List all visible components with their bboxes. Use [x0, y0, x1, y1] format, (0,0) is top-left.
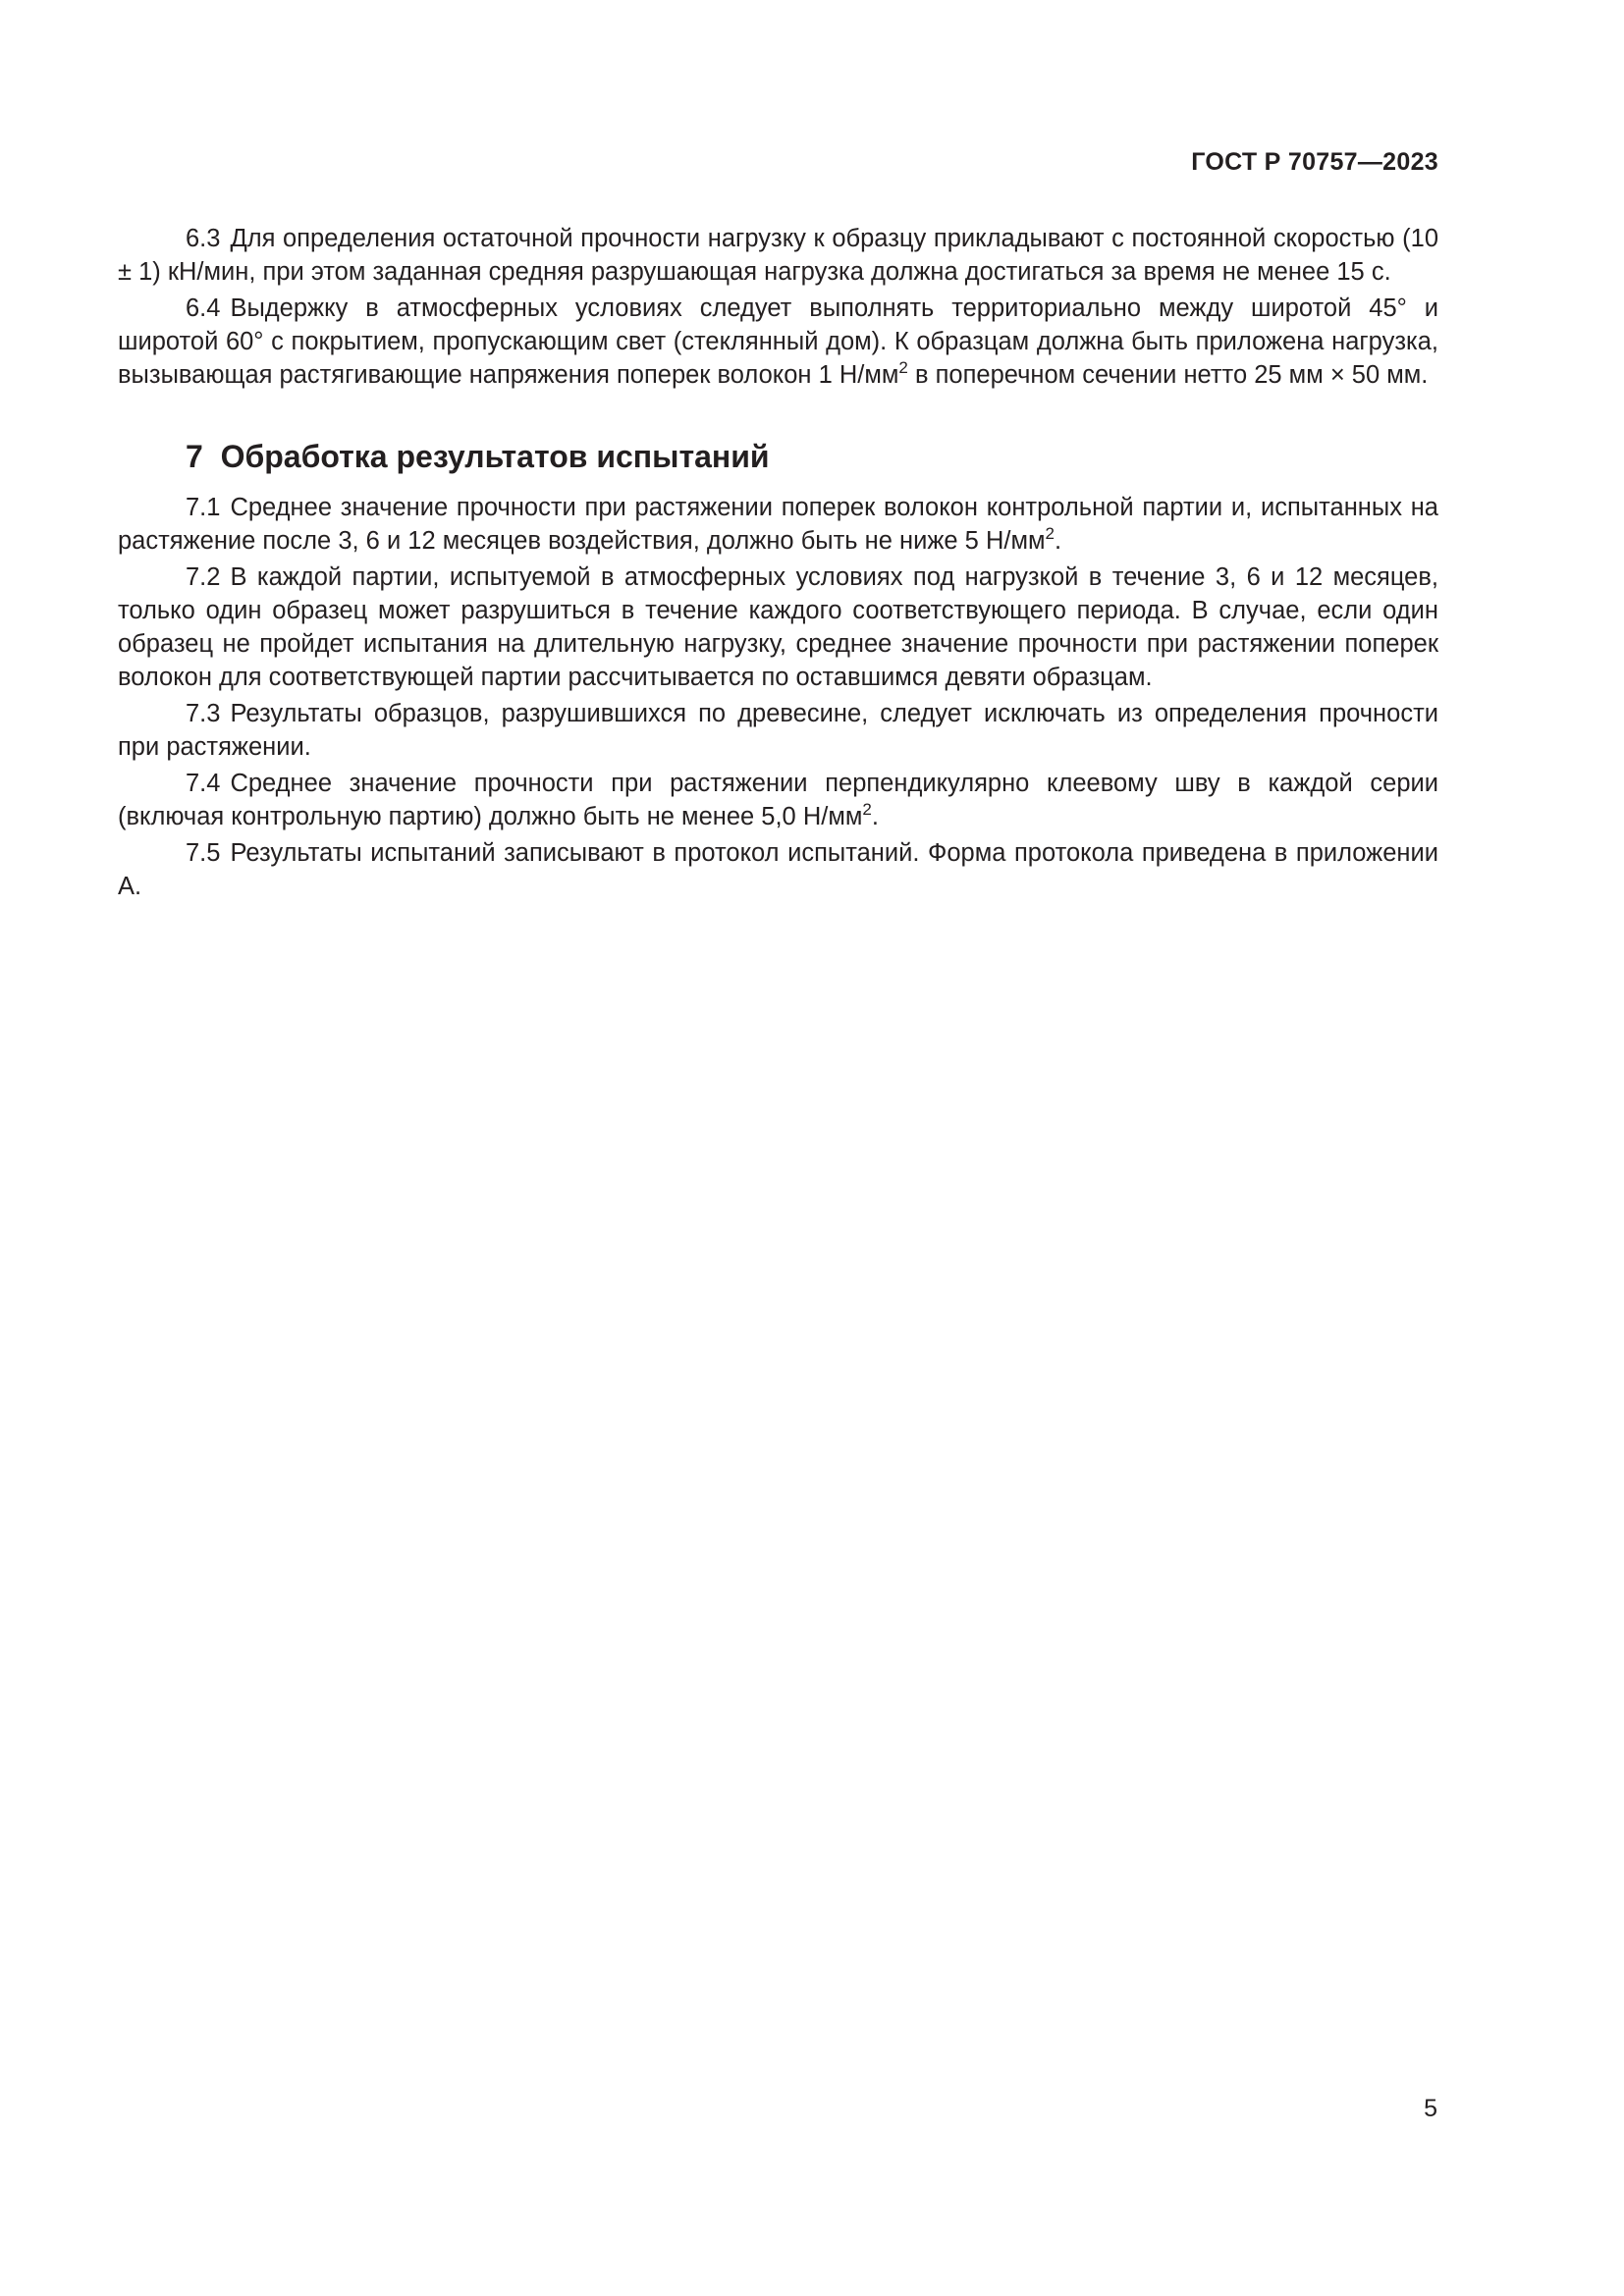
paragraph-6-3 — [118, 222, 1438, 289]
paragraph-text: Для определения остаточной прочности нагрузку к образцу прикладывают с постоянной скоростью (10 ± 1) кН/мин, при этом заданная средняя разрушающая нагрузка должна достигаться за время не менее 15 с. — [118, 225, 1438, 286]
page-number: 5 — [1424, 2095, 1437, 2122]
page-content — [118, 222, 1438, 903]
superscript: 2 — [1045, 524, 1055, 543]
paragraph-7-5 — [118, 836, 1438, 903]
paragraph-number: 7.5 — [186, 839, 221, 867]
section-heading — [118, 437, 1438, 476]
document-code-header: ГОСТ Р 70757—2023 — [1191, 148, 1438, 176]
paragraph-number: 7.3 — [186, 700, 221, 727]
superscript: 2 — [862, 800, 872, 819]
paragraph-7-1 — [118, 491, 1438, 558]
paragraph-text: Результаты испытаний записывают в протокол испытаний. Форма протокола приведена в приложении А. — [118, 839, 1438, 900]
paragraph-text: Результаты образцов, разрушившихся по древесине, следует исключать из определения прочности при растяжении. — [118, 700, 1438, 761]
paragraph-text-cont: в поперечном сечении нетто 25 мм × 50 мм. — [907, 361, 1429, 389]
paragraph-6-4 — [118, 292, 1438, 392]
paragraph-7-3 — [118, 697, 1438, 764]
paragraph-7-2 — [118, 561, 1438, 694]
paragraph-number: 7.4 — [186, 770, 221, 797]
superscript: 2 — [898, 358, 908, 377]
paragraph-text-cont: . — [871, 803, 879, 830]
paragraph-number: 6.4 — [186, 294, 221, 322]
section-number: 7 — [186, 439, 203, 474]
section-title: Обработка результатов испытаний — [220, 439, 770, 474]
paragraph-number: 6.3 — [186, 225, 221, 252]
paragraph-number: 7.1 — [186, 494, 221, 521]
paragraph-text: В каждой партии, испытуемой в атмосферных условиях под нагрузкой в течение 3, 6 и 12 месяцев, только один образец может разрушиться в течение каждого соответствующего периода. В случае, если один образец не пройдет испытания на длительную нагрузку, среднее значение прочности при растяжении поперек волокон для соответствующей партии рассчитывается по оставшимся девяти образцам. — [118, 563, 1438, 691]
paragraph-text: Среднее значение прочности при растяжении поперек волокон контрольной партии и, испытанных на растяжение после 3, 6 и 12 месяцев воздействия, должно быть не ниже 5 Н/мм — [118, 494, 1438, 555]
paragraph-7-4 — [118, 767, 1438, 833]
paragraph-text: Среднее значение прочности при растяжении перпендикулярно клеевому шву в каждой серии (включая контрольную партию) должно быть не менее 5,0 Н/мм — [118, 770, 1438, 830]
paragraph-text-cont: . — [1054, 527, 1062, 555]
paragraph-number: 7.2 — [186, 563, 221, 591]
paragraph-text: Выдержку в атмосферных условиях следует выполнять территориально между широтой 45° и широтой 60° с покрытием, пропускающим свет (стеклянный дом). К образцам должна быть приложена нагрузка, вызывающая растягивающие напряжения поперек волокон 1 Н/мм — [118, 294, 1438, 389]
